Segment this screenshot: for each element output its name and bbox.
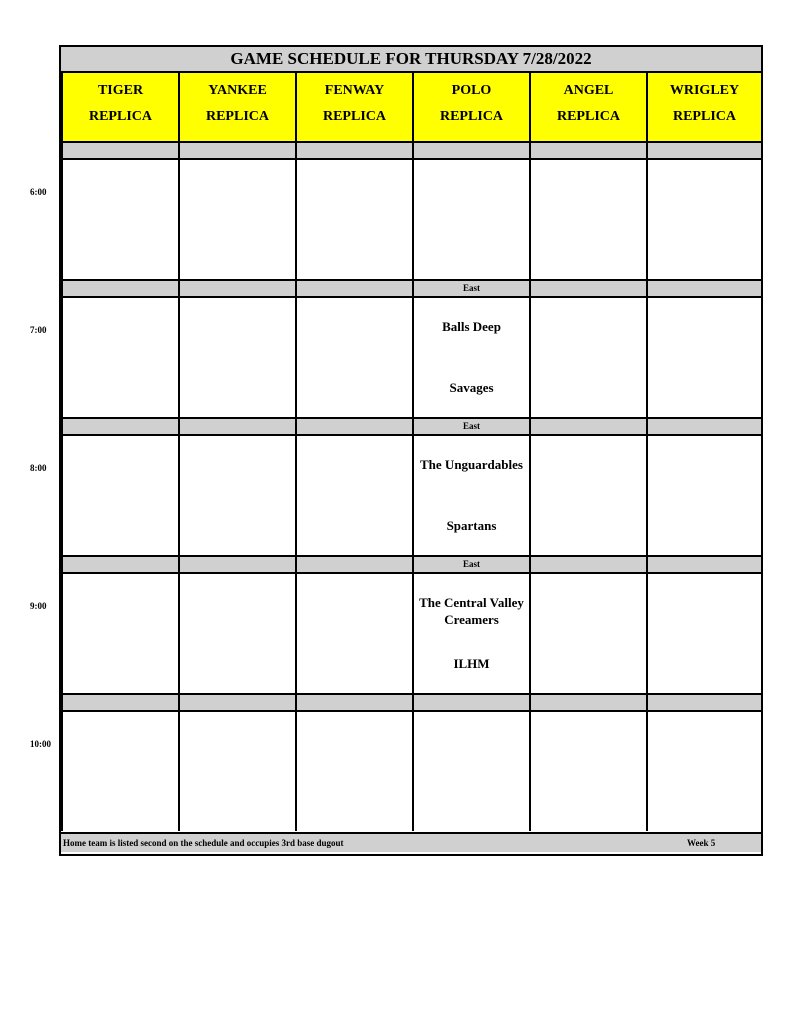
game-cell <box>178 572 295 693</box>
division-label <box>295 141 412 158</box>
field-type: REPLICA <box>672 109 736 124</box>
game-cell <box>61 572 178 693</box>
game-cell <box>295 572 412 693</box>
game-cell <box>295 710 412 831</box>
game-cell <box>295 434 412 555</box>
division-label <box>529 417 646 434</box>
game-cell <box>646 710 761 831</box>
game-cell <box>61 434 178 555</box>
division-label <box>61 141 178 158</box>
slot-divider-row <box>61 693 761 710</box>
game-cell <box>529 710 646 831</box>
division-label <box>61 417 178 434</box>
time-slot-row <box>61 158 761 279</box>
slot-divider-row <box>61 417 761 434</box>
game-cell <box>646 434 761 555</box>
time-slot-row <box>61 572 761 693</box>
away-team: The Unguardables <box>420 457 523 472</box>
game-cell <box>529 572 646 693</box>
field-name: FENWAY <box>324 83 385 98</box>
home-team: ILHM <box>453 656 490 671</box>
field-name: POLO <box>451 83 492 98</box>
division-label <box>178 417 295 434</box>
time-slot-row <box>61 710 761 831</box>
field-header <box>295 71 412 141</box>
division-label <box>412 141 529 158</box>
home-team: Savages <box>449 380 494 395</box>
time-slot-row <box>61 434 761 555</box>
division-label <box>529 141 646 158</box>
field-type: REPLICA <box>556 109 620 124</box>
division-label <box>178 555 295 572</box>
game-cell <box>61 158 178 279</box>
schedule-title: GAME SCHEDULE FOR THURSDAY 7/28/2022 <box>61 47 761 71</box>
game-cell <box>646 296 761 417</box>
away-team: Balls Deep <box>442 319 501 334</box>
field-header-row <box>61 71 761 141</box>
division-label <box>61 279 178 296</box>
week-label: Week 5 <box>687 838 716 848</box>
game-cell <box>412 710 529 831</box>
field-name: TIGER <box>97 83 144 98</box>
division-label <box>178 141 295 158</box>
field-header <box>178 71 295 141</box>
home-team: Spartans <box>446 518 497 533</box>
division-label <box>412 693 529 710</box>
game-cell <box>646 572 761 693</box>
time-label: 10:00 <box>30 739 51 749</box>
division-label <box>529 279 646 296</box>
field-header <box>61 71 178 141</box>
time-label: 8:00 <box>30 463 47 473</box>
footer-note: Home team is listed second on the schedule and occupies 3rd base dugout <box>63 838 344 848</box>
game-cell <box>178 434 295 555</box>
away-team: The Central Valley Creamers <box>419 595 524 627</box>
game-cell <box>412 158 529 279</box>
field-name: YANKEE <box>208 83 267 98</box>
game-cell <box>529 434 646 555</box>
division-label <box>178 693 295 710</box>
division-label <box>529 693 646 710</box>
field-type: REPLICA <box>205 109 269 124</box>
division-label <box>646 555 761 572</box>
division-label: East <box>412 417 529 434</box>
division-label <box>295 279 412 296</box>
game-cell <box>529 296 646 417</box>
field-header <box>412 71 529 141</box>
field-name: WRIGLEY <box>669 83 740 98</box>
field-type: REPLICA <box>88 109 152 124</box>
division-label <box>61 693 178 710</box>
field-name: ANGEL <box>563 83 614 98</box>
game-cell <box>295 158 412 279</box>
division-label: East <box>412 279 529 296</box>
division-label <box>295 693 412 710</box>
division-label <box>646 417 761 434</box>
game-cell <box>529 158 646 279</box>
slot-divider-row <box>61 141 761 158</box>
division-label <box>295 555 412 572</box>
game-cell <box>412 434 529 555</box>
division-label: East <box>412 555 529 572</box>
game-cell <box>178 710 295 831</box>
time-slot-row <box>61 296 761 417</box>
game-cell <box>646 158 761 279</box>
schedule-footer <box>61 832 761 852</box>
game-cell <box>61 296 178 417</box>
field-type: REPLICA <box>322 109 386 124</box>
schedule-sheet <box>59 45 763 856</box>
division-label <box>646 279 761 296</box>
game-cell <box>412 572 529 693</box>
game-cell <box>178 158 295 279</box>
field-type: REPLICA <box>439 109 503 124</box>
time-label: 7:00 <box>30 325 47 335</box>
division-label <box>61 555 178 572</box>
game-cell <box>295 296 412 417</box>
time-label: 6:00 <box>30 187 47 197</box>
slot-divider-row <box>61 555 761 572</box>
game-cell <box>412 296 529 417</box>
field-header <box>529 71 646 141</box>
game-cell <box>61 710 178 831</box>
division-label <box>529 555 646 572</box>
field-header <box>646 71 761 141</box>
division-label <box>646 141 761 158</box>
division-label <box>646 693 761 710</box>
time-label: 9:00 <box>30 601 47 611</box>
slot-divider-row <box>61 279 761 296</box>
game-cell <box>178 296 295 417</box>
division-label <box>295 417 412 434</box>
division-label <box>178 279 295 296</box>
